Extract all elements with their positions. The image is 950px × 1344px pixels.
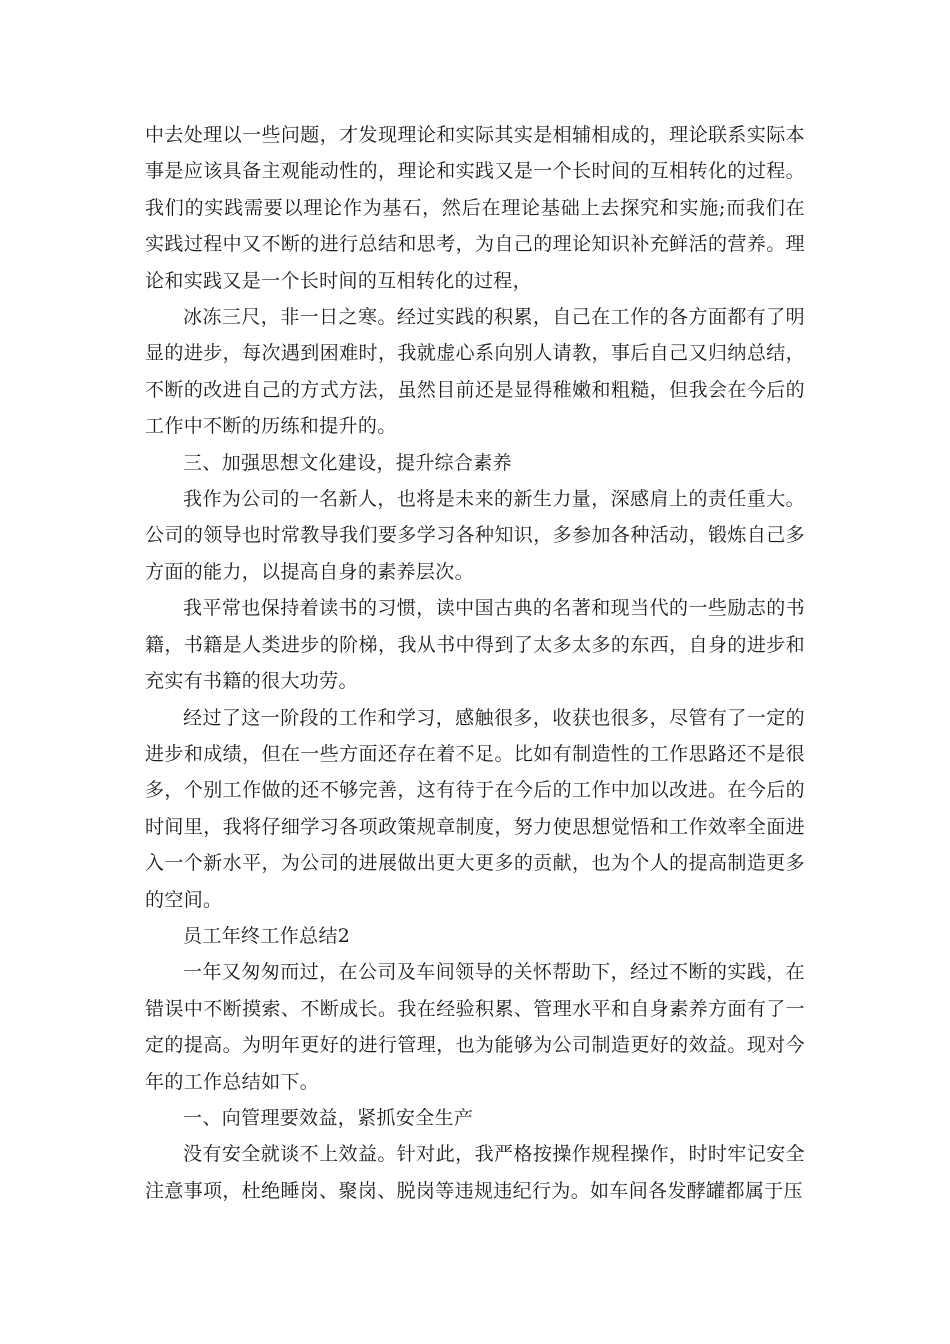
section-heading: 一、向管理要效益，紧抓安全生产 <box>183 1106 474 1129</box>
paragraph: 我作为公司的一名新人，也将是未来的新生力量，深感肩上的责任重大。公司的领导也时常教导我们要多学习各种知识，多参加各种活动，锻炼自己多方面的能力，以提高自身的素养层次。 <box>145 488 805 583</box>
document-body <box>145 117 805 1209</box>
paragraph: 一年又匆匆而过，在公司及车间领导的关怀帮助下，经过不断的实践，在错误中不断摸索、不断成长。我在经验积累、管理水平和自身素养方面有了一定的提高。为明年更好的进行管理，也为能够为公司制造更好的效益。现对今年的工作总结如下。 <box>145 961 805 1093</box>
document-title-heading: 员工年终工作总结2 <box>183 924 351 947</box>
section-heading: 三、加强思想文化建设，提升综合素养 <box>183 451 512 474</box>
paragraph: 没有安全就谈不上效益。针对此，我严格按操作规程操作，时时牢记安全注意事项，杜绝睡岗、聚岗、脱岗等违规违纪行为。如车间各发酵罐都属于压 <box>145 1143 805 1202</box>
paragraph-continuation: 中去处理以一些问题，才发现理论和实际其实是相辅相成的，理论联系实际本事是应该具备主观能动性的，理论和实践又是一个长时间的互相转化的过程。我们的实践需要以理论作为基石，然后在理论基础上去探究和实施;而我们在实践过程中又不断的进行总结和思考，为自己的理论知识补充鲜活的营养。理论和实践又是一个长时间的互相转化的过程， <box>145 124 805 292</box>
paragraph: 经过了这一阶段的工作和学习，感触很多，收获也很多，尽管有了一定的进步和成绩，但在一些方面还存在着不足。比如有制造性的工作思路还不是很多，个别工作做的还不够完善，这有待于在今后的工作中加以改进。在今后的时间里，我将仔细学习各项政策规章制度，努力使思想觉悟和工作效率全面进入一个新水平，为公司的进展做出更大更多的贡献，也为个人的提高制造更多的空间。 <box>145 706 805 911</box>
paragraph: 冰冻三尺，非一日之寒。经过实践的积累，自己在工作的各方面都有了明显的进步，每次遇到困难时，我就虚心系向别人请教，事后自己又归纳总结，不断的改进自己的方式方法，虽然目前还是显得稚嫩和粗糙，但我会在今后的工作中不断的历练和提升的。 <box>145 306 805 438</box>
paragraph: 我平常也保持着读书的习惯，读中国古典的名著和现当代的一些励志的书籍，书籍是人类进步的阶梯，我从书中得到了太多太多的东西，自身的进步和充实有书籍的很大功劳。 <box>145 597 805 693</box>
